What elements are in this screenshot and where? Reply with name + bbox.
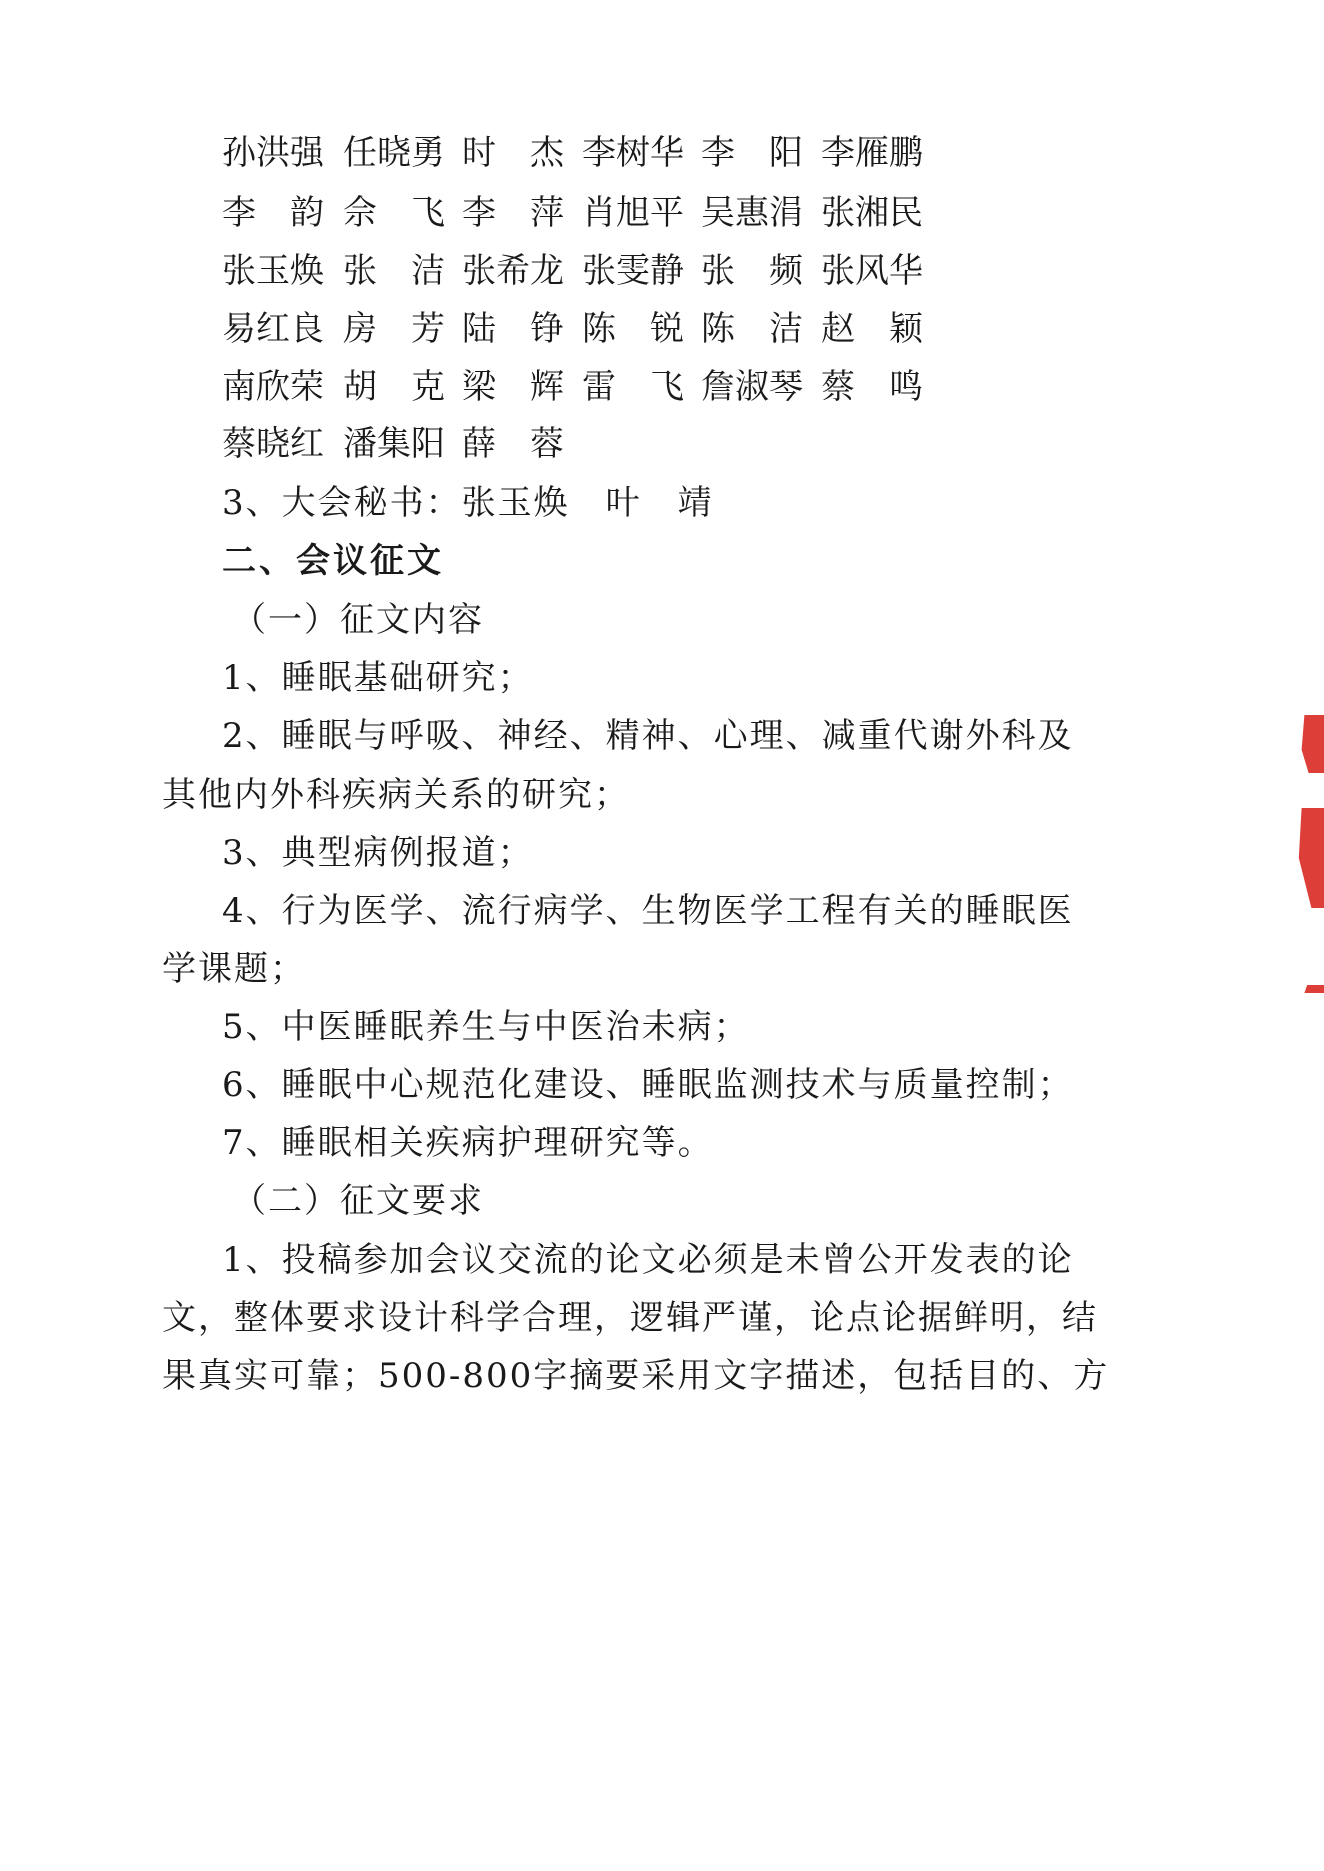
name-cell: 雷 飞 [582, 367, 684, 407]
name-cell: 詹淑琴 [701, 367, 803, 407]
name-cell: 李雁鹏 [821, 133, 923, 173]
content-item-4: 4、行为医学、流行病学、生物医学工程有关的睡眠医 [222, 891, 1074, 931]
name-cell: 陈 洁 [701, 309, 803, 349]
name-cell: 任晓勇 [343, 133, 445, 173]
content-item-2-cont: 其他内外科疾病关系的研究； [162, 775, 630, 815]
name-cell: 张玉焕 [222, 251, 324, 291]
seal-stamp-fragment [1296, 808, 1324, 908]
subsection-heading: （二）征文要求 [232, 1181, 484, 1221]
content-item-2: 2、睡眠与呼吸、神经、精神、心理、减重代谢外科及 [222, 716, 1074, 756]
requirement-1-cont: 文，整体要求设计科学合理，逻辑严谨，论点论据鲜明，结 [162, 1298, 1098, 1338]
name-cell: 陆 铮 [462, 309, 564, 349]
name-cell: 潘集阳 [343, 424, 445, 464]
name-cell: 佘 飞 [343, 193, 445, 233]
name-cell: 梁 辉 [462, 367, 564, 407]
secretary-line: 3、大会秘书：张玉焕 叶 靖 [222, 483, 714, 523]
content-item-5: 5、中医睡眠养生与中医治未病； [222, 1007, 750, 1047]
name-cell: 张希龙 [462, 251, 564, 291]
name-cell: 南欣荣 [222, 367, 324, 407]
name-cell: 吴惠涓 [701, 193, 803, 233]
section-heading: 二、会议征文 [222, 541, 444, 581]
seal-stamp-fragment [1296, 715, 1324, 773]
seal-stamp-fragment [1296, 985, 1324, 993]
name-cell: 蔡 鸣 [821, 367, 923, 407]
name-cell: 孙洪强 [222, 133, 324, 173]
content-item-6: 6、睡眠中心规范化建设、睡眠监测技术与质量控制； [222, 1065, 1074, 1105]
name-cell: 肖旭平 [582, 193, 684, 233]
name-cell: 时 杰 [462, 133, 564, 173]
name-cell: 易红良 [222, 309, 324, 349]
name-cell: 胡 克 [343, 367, 445, 407]
name-cell: 李树华 [582, 133, 684, 173]
name-cell: 张风华 [821, 251, 923, 291]
requirement-1-cont: 果真实可靠；500-800字摘要采用文字描述，包括目的、方 [162, 1356, 1110, 1396]
content-item-4-cont: 学课题； [162, 949, 306, 989]
name-cell: 张 频 [701, 251, 803, 291]
name-cell: 赵 颖 [821, 309, 923, 349]
requirement-1: 1、投稿参加会议交流的论文必须是未曾公开发表的论 [222, 1240, 1074, 1280]
name-cell: 张 洁 [343, 251, 445, 291]
name-cell: 李 韵 [222, 193, 324, 233]
name-cell: 蔡晓红 [222, 424, 324, 464]
name-cell: 陈 锐 [582, 309, 684, 349]
name-cell: 房 芳 [343, 309, 445, 349]
name-cell: 张湘民 [821, 193, 923, 233]
subsection-heading: （一）征文内容 [232, 600, 484, 640]
name-cell: 李 阳 [701, 133, 803, 173]
name-cell: 张雯静 [582, 251, 684, 291]
name-cell: 薛 蓉 [462, 424, 564, 464]
content-item-7: 7、睡眠相关疾病护理研究等。 [222, 1123, 714, 1163]
name-cell: 李 萍 [462, 193, 564, 233]
content-item-1: 1、睡眠基础研究； [222, 658, 534, 698]
content-item-3: 3、典型病例报道； [222, 833, 534, 873]
